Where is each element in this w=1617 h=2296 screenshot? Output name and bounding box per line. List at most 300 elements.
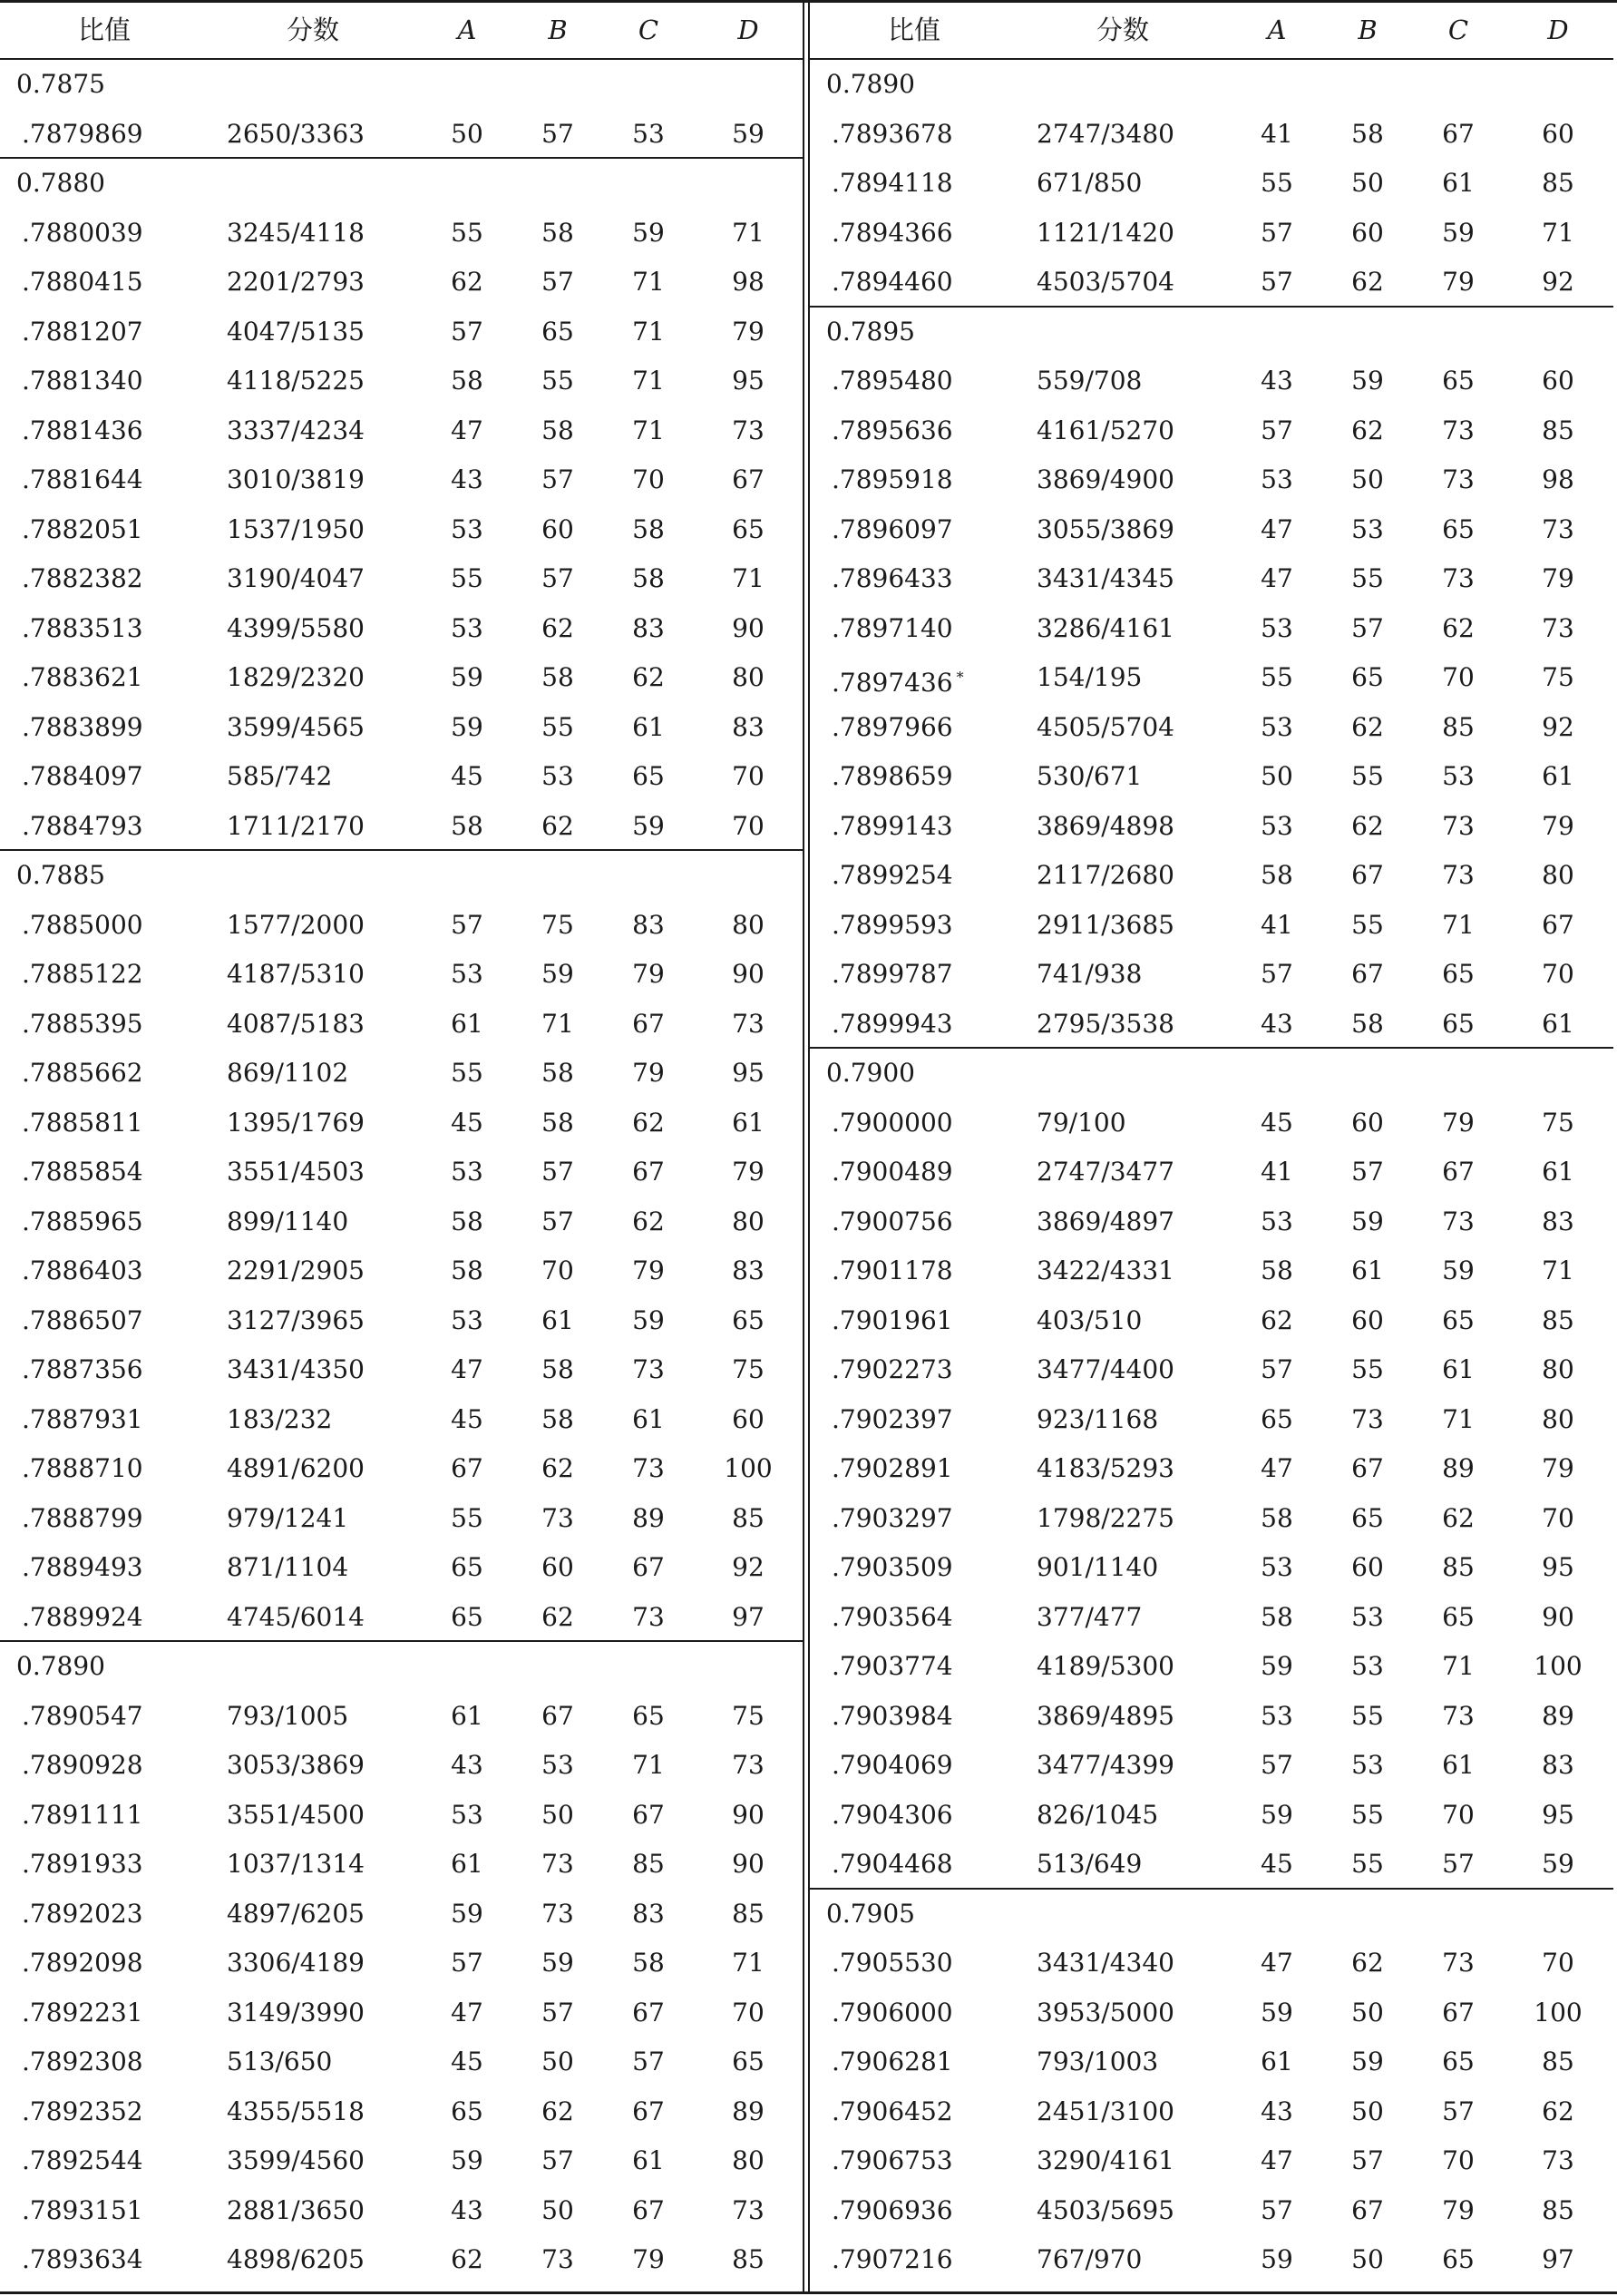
d-cell: 80 [1542, 1354, 1574, 1384]
group-label: 0.7895 [826, 316, 915, 347]
b-cell: 55 [1351, 563, 1384, 593]
a-cell: 57 [1261, 1750, 1293, 1780]
b-cell: 57 [541, 1206, 574, 1236]
ratio-value: .7892023 [22, 1898, 143, 1929]
c-cell: 58 [632, 563, 665, 593]
ratio-cell [832, 1148, 953, 1197]
c-cell: 65 [1442, 1008, 1475, 1039]
table-row [810, 406, 1613, 456]
b-cell: 62 [1351, 1948, 1384, 1978]
d-cell: 80 [732, 662, 765, 692]
b-cell: 53 [1351, 1651, 1384, 1681]
table-row [810, 1296, 1613, 1346]
d-cell: 98 [1542, 464, 1574, 494]
header-c: C [638, 15, 659, 45]
ratio-value: .7899593 [832, 909, 953, 940]
b-cell: 55 [541, 366, 574, 396]
b-cell: 59 [541, 1948, 574, 1978]
a-cell: 57 [1261, 1354, 1293, 1384]
b-cell: 57 [1351, 612, 1384, 643]
a-cell: 65 [1261, 1403, 1293, 1434]
ratio-value: .7892352 [22, 2096, 143, 2126]
a-cell: 59 [451, 711, 483, 742]
a-cell: 61 [451, 1008, 483, 1039]
fraction-cell: 4897/6205 [227, 1898, 365, 1929]
b-cell: 57 [541, 1157, 574, 1187]
fraction-cell: 3055/3869 [1037, 513, 1174, 544]
ratio-cell [22, 802, 143, 850]
table-header [0, 3, 804, 60]
ratio-value: .7884097 [22, 761, 143, 791]
d-cell: 100 [1534, 1997, 1583, 2027]
d-cell: 73 [732, 2194, 765, 2225]
ratio-value: .7883621 [22, 662, 143, 692]
a-cell: 53 [1261, 1552, 1293, 1582]
ratio-value: .7903564 [832, 1601, 953, 1632]
a-cell: 53 [1261, 612, 1293, 643]
b-cell: 67 [1351, 1453, 1384, 1483]
a-cell: 53 [451, 612, 483, 643]
ratio-cell [22, 1593, 143, 1641]
table-row [0, 802, 804, 852]
d-cell: 79 [1542, 563, 1574, 593]
ratio-cell [832, 2235, 953, 2285]
b-cell: 60 [1351, 1107, 1384, 1138]
ratio-value: .7894460 [832, 267, 953, 297]
c-cell: 71 [632, 316, 665, 347]
ratio-cell [22, 604, 143, 654]
a-cell: 53 [1261, 1700, 1293, 1731]
a-cell: 53 [1261, 711, 1293, 742]
fraction-cell: 1711/2170 [227, 810, 365, 841]
d-cell: 79 [732, 316, 765, 347]
a-cell: 65 [451, 1601, 483, 1632]
b-cell: 50 [541, 2047, 574, 2076]
table-row [810, 505, 1613, 555]
ratio-cell [22, 1099, 143, 1148]
ratio-value: .7907216 [832, 2244, 953, 2274]
header-b: B [548, 15, 568, 45]
b-cell: 58 [541, 1058, 574, 1088]
ratio-cell [22, 1939, 143, 1988]
ratio-value: .7900756 [832, 1206, 953, 1236]
d-cell: 75 [732, 1700, 765, 1731]
header-d: D [737, 15, 759, 45]
c-cell: 62 [1442, 1502, 1475, 1533]
header-c: C [1447, 15, 1469, 45]
table-row [0, 604, 804, 654]
d-cell: 73 [732, 415, 765, 445]
ratio-value: .7902891 [832, 1453, 953, 1483]
b-cell: 59 [1351, 2047, 1384, 2076]
fraction-cell: 3190/4047 [227, 563, 365, 593]
ratio-cell [832, 110, 953, 160]
ratio-cell [22, 901, 143, 951]
ratio-cell [832, 1692, 953, 1742]
table-row [0, 1345, 804, 1395]
ratio-cell [22, 258, 143, 308]
fraction-cell: 899/1140 [227, 1206, 349, 1236]
ratio-cell [22, 1741, 143, 1791]
c-cell: 65 [1442, 2047, 1475, 2076]
b-cell: 58 [541, 415, 574, 445]
d-cell: 59 [1542, 1849, 1574, 1879]
table-row [0, 110, 804, 160]
fraction-cell: 2747/3477 [1037, 1157, 1174, 1187]
b-cell: 73 [541, 1502, 574, 1533]
fraction-cell: 671/850 [1037, 168, 1143, 198]
d-cell: 67 [1542, 909, 1574, 940]
group-label: 0.7875 [16, 69, 105, 99]
d-cell: 85 [1542, 2047, 1574, 2076]
ratio-cell [22, 1148, 143, 1197]
ratio-value: .7885395 [22, 1008, 143, 1039]
c-cell: 67 [632, 1799, 665, 1830]
ratio-cell [832, 1543, 953, 1593]
c-cell: 57 [1442, 2096, 1475, 2126]
left-table-panel [0, 3, 804, 2285]
d-cell: 92 [1542, 267, 1574, 297]
a-cell: 50 [1261, 761, 1293, 791]
a-cell: 53 [1261, 464, 1293, 494]
b-cell: 65 [1351, 662, 1384, 692]
fraction-cell: 2451/3100 [1037, 2096, 1174, 2126]
a-cell: 59 [451, 1898, 483, 1929]
table-row [810, 258, 1613, 308]
d-cell: 73 [732, 1008, 765, 1039]
table-row [0, 2235, 804, 2285]
a-cell: 50 [451, 118, 483, 149]
table-row [810, 1543, 1613, 1593]
c-cell: 73 [1442, 860, 1475, 890]
a-cell: 41 [1261, 909, 1293, 940]
fraction-cell: 741/938 [1037, 959, 1143, 989]
ratio-cell [22, 505, 143, 555]
ratio-value: .7906753 [832, 2145, 953, 2175]
ratio-cell [832, 1939, 953, 1988]
d-cell: 60 [1542, 366, 1574, 396]
d-cell: 70 [1542, 959, 1574, 989]
b-cell: 58 [541, 1403, 574, 1434]
ratio-value: .7887356 [22, 1354, 143, 1384]
b-cell: 59 [541, 959, 574, 989]
table-row [0, 1939, 804, 1988]
table-row [810, 1939, 1613, 1988]
fraction-cell: 403/510 [1037, 1304, 1143, 1335]
ratio-cell [832, 1741, 953, 1791]
b-cell: 57 [541, 118, 574, 149]
b-cell: 55 [1351, 1849, 1384, 1879]
header-a: A [1267, 15, 1287, 45]
c-cell: 67 [632, 2096, 665, 2126]
b-cell: 59 [1351, 366, 1384, 396]
table-row [0, 554, 804, 604]
b-cell: 62 [541, 1453, 574, 1483]
c-cell: 67 [632, 1157, 665, 1187]
fraction-cell: 871/1104 [227, 1552, 349, 1582]
b-cell: 58 [541, 1107, 574, 1138]
fraction-cell: 2881/3650 [227, 2194, 365, 2225]
a-cell: 58 [1261, 1601, 1293, 1632]
fraction-cell: 3286/4161 [1037, 612, 1174, 643]
ratio-cell [22, 2087, 143, 2137]
c-cell: 71 [1442, 909, 1475, 940]
d-cell: 89 [732, 2096, 765, 2126]
table-row [0, 950, 804, 1000]
header-d: D [1547, 15, 1569, 45]
ratio-value: .7883899 [22, 711, 143, 742]
b-cell: 73 [541, 2244, 574, 2274]
c-cell: 73 [632, 1601, 665, 1632]
d-cell: 73 [1542, 2145, 1574, 2175]
a-cell: 59 [1261, 1799, 1293, 1830]
a-cell: 58 [451, 1206, 483, 1236]
fraction-cell: 793/1003 [1037, 2047, 1159, 2076]
c-cell: 61 [1442, 1750, 1475, 1780]
ratio-value: .7881436 [22, 415, 143, 445]
b-cell: 53 [1351, 1750, 1384, 1780]
b-cell: 57 [1351, 2145, 1384, 2175]
fraction-cell: 513/650 [227, 2047, 333, 2076]
table-row [810, 2037, 1613, 2087]
fraction-cell: 3869/4898 [1037, 810, 1174, 841]
b-cell: 60 [541, 513, 574, 544]
ratio-cell [22, 209, 143, 259]
ratio-value: .7886507 [22, 1304, 143, 1335]
ratio-value: .7885854 [22, 1157, 143, 1187]
table-row [810, 1840, 1613, 1890]
a-cell: 57 [451, 909, 483, 940]
fraction-cell: 4183/5293 [1037, 1453, 1174, 1483]
ratio-value: .7899787 [832, 959, 953, 989]
ratio-value: .7906936 [832, 2194, 953, 2225]
a-cell: 55 [451, 1502, 483, 1533]
ratio-value: .7895636 [832, 415, 953, 445]
ratio-value: .7880039 [22, 217, 143, 248]
table-row [0, 308, 804, 357]
b-cell: 55 [541, 711, 574, 742]
fraction-cell: 559/708 [1037, 366, 1143, 396]
c-cell: 53 [1442, 761, 1475, 791]
d-cell: 79 [1542, 1453, 1574, 1483]
b-cell: 67 [1351, 860, 1384, 890]
c-cell: 59 [632, 217, 665, 248]
fraction-cell: 4898/6205 [227, 2244, 365, 2274]
a-cell: 47 [1261, 563, 1293, 593]
c-cell: 85 [1442, 711, 1475, 742]
c-cell: 67 [1442, 1997, 1475, 2027]
ratio-value: .7884793 [22, 810, 143, 841]
fraction-cell: 4503/5695 [1037, 2194, 1174, 2225]
d-cell: 85 [1542, 1304, 1574, 1335]
table-body [810, 60, 1613, 2285]
table-row [0, 1148, 804, 1197]
c-cell: 83 [632, 1898, 665, 1929]
b-cell: 65 [1351, 1502, 1384, 1533]
b-cell: 50 [1351, 2244, 1384, 2274]
c-cell: 65 [632, 761, 665, 791]
c-cell: 71 [632, 366, 665, 396]
ratio-value: .7897436 [832, 668, 953, 698]
a-cell: 61 [451, 1700, 483, 1731]
table-row [0, 1246, 804, 1296]
c-cell: 71 [632, 1750, 665, 1780]
a-cell: 43 [1261, 366, 1293, 396]
table-row [0, 1000, 804, 1050]
c-cell: 65 [1442, 959, 1475, 989]
fraction-cell: 3599/4560 [227, 2145, 365, 2175]
a-cell: 62 [1261, 1304, 1293, 1335]
b-cell: 62 [1351, 711, 1384, 742]
b-cell: 50 [1351, 2096, 1384, 2126]
d-cell: 90 [732, 1849, 765, 1879]
c-cell: 73 [1442, 1206, 1475, 1236]
a-cell: 45 [1261, 1849, 1293, 1879]
fraction-cell: 3953/5000 [1037, 1997, 1174, 2027]
b-cell: 57 [1351, 1157, 1384, 1187]
table-row [0, 653, 804, 703]
ratio-value: .7904306 [832, 1799, 953, 1830]
table-row [0, 1296, 804, 1346]
ratio-cell [22, 1296, 143, 1346]
b-cell: 57 [541, 464, 574, 494]
ratio-cell [832, 1642, 953, 1692]
d-cell: 67 [732, 464, 765, 494]
c-cell: 65 [1442, 513, 1475, 544]
ratio-value: .7879869 [22, 118, 143, 149]
d-cell: 62 [1542, 2096, 1574, 2126]
b-cell: 75 [541, 909, 574, 940]
ratio-value: .7892098 [22, 1948, 143, 1978]
a-cell: 47 [1261, 1948, 1293, 1978]
a-cell: 57 [1261, 217, 1293, 248]
ratio-value: .7895480 [832, 366, 953, 396]
ratio-cell [832, 258, 953, 306]
fraction-cell: 826/1045 [1037, 1799, 1159, 1830]
d-cell: 71 [1542, 217, 1574, 248]
table-row [810, 1197, 1613, 1247]
ratio-value: .7889493 [22, 1552, 143, 1582]
ratio-cell [832, 901, 953, 951]
a-cell: 57 [1261, 2194, 1293, 2225]
d-cell: 80 [1542, 860, 1574, 890]
ratio-value: .7890547 [22, 1700, 143, 1731]
c-cell: 57 [632, 2047, 665, 2076]
d-cell: 83 [1542, 1206, 1574, 1236]
b-cell: 62 [541, 1601, 574, 1632]
ratio-value: .7885000 [22, 909, 143, 940]
c-cell: 67 [632, 1552, 665, 1582]
ratio-value: .7887931 [22, 1403, 143, 1434]
ratio-cell [22, 950, 143, 1000]
b-cell: 57 [541, 1997, 574, 2027]
b-cell: 53 [1351, 513, 1384, 544]
fraction-cell: 4503/5704 [1037, 267, 1174, 297]
c-cell: 62 [632, 1107, 665, 1138]
ratio-cell [832, 1988, 953, 2038]
ratio-cell [832, 2037, 953, 2087]
ratio-value: .7901961 [832, 1304, 953, 1335]
fraction-cell: 979/1241 [227, 1502, 349, 1533]
table-row [0, 1741, 804, 1791]
c-cell: 79 [632, 2244, 665, 2274]
fraction-cell: 3010/3819 [227, 464, 365, 494]
d-cell: 85 [732, 2244, 765, 2274]
d-cell: 85 [1542, 168, 1574, 198]
d-cell: 79 [732, 1157, 765, 1187]
table-row [0, 2136, 804, 2186]
fraction-cell: 4161/5270 [1037, 415, 1174, 445]
c-cell: 73 [632, 1453, 665, 1483]
a-cell: 57 [451, 1948, 483, 1978]
ratio-value: .7900489 [832, 1157, 953, 1187]
ratio-value: .7886403 [22, 1255, 143, 1285]
c-cell: 83 [632, 612, 665, 643]
c-cell: 73 [1442, 1700, 1475, 1731]
table-row [810, 1593, 1613, 1643]
table-row [810, 1494, 1613, 1544]
ratio-cell [22, 1049, 143, 1099]
ratio-value: .7906281 [832, 2047, 953, 2076]
ratio-value: .7896433 [832, 563, 953, 593]
table-row [810, 1000, 1613, 1050]
ratio-value: .7894366 [832, 217, 953, 248]
d-cell: 70 [1542, 1948, 1574, 1978]
header-b: B [1358, 15, 1378, 45]
a-cell: 58 [451, 1255, 483, 1285]
c-cell: 59 [632, 810, 665, 841]
c-cell: 59 [632, 1304, 665, 1335]
ratio-value: .7894118 [832, 168, 953, 198]
c-cell: 67 [1442, 118, 1475, 149]
c-cell: 57 [1442, 1849, 1475, 1879]
b-cell: 58 [1351, 118, 1384, 149]
table-row [0, 703, 804, 753]
c-cell: 89 [632, 1502, 665, 1533]
d-cell: 70 [732, 761, 765, 791]
d-cell: 80 [1542, 1403, 1574, 1434]
a-cell: 57 [451, 316, 483, 347]
fraction-cell: 869/1102 [227, 1058, 349, 1088]
c-cell: 58 [632, 1948, 665, 1978]
d-cell: 70 [1542, 1502, 1574, 1533]
ratio-cell [22, 308, 143, 357]
ratio-cell [22, 1197, 143, 1247]
fraction-cell: 79/100 [1037, 1107, 1126, 1138]
d-cell: 60 [1542, 118, 1574, 149]
header-ratio: 比值 [887, 15, 940, 45]
ratio-cell [22, 2186, 143, 2236]
ratio-cell [832, 1791, 953, 1841]
fraction-cell: 1577/2000 [227, 909, 365, 940]
a-cell: 58 [1261, 860, 1293, 890]
c-cell: 59 [1442, 1255, 1475, 1285]
ratio-value: .7885965 [22, 1206, 143, 1236]
c-cell: 67 [632, 1997, 665, 2027]
ratio-value: .7895918 [832, 464, 953, 494]
table-row [810, 604, 1613, 654]
d-cell: 70 [732, 810, 765, 841]
d-cell: 95 [1542, 1552, 1574, 1582]
ratio-cell [22, 1988, 143, 2038]
ratio-value: .7891933 [22, 1849, 143, 1879]
fraction-cell: 4047/5135 [227, 316, 365, 347]
table-row [810, 1692, 1613, 1742]
b-cell: 58 [541, 217, 574, 248]
ratio-cell [22, 110, 143, 158]
ratio-value: .7892308 [22, 2047, 143, 2076]
c-cell: 65 [1442, 366, 1475, 396]
